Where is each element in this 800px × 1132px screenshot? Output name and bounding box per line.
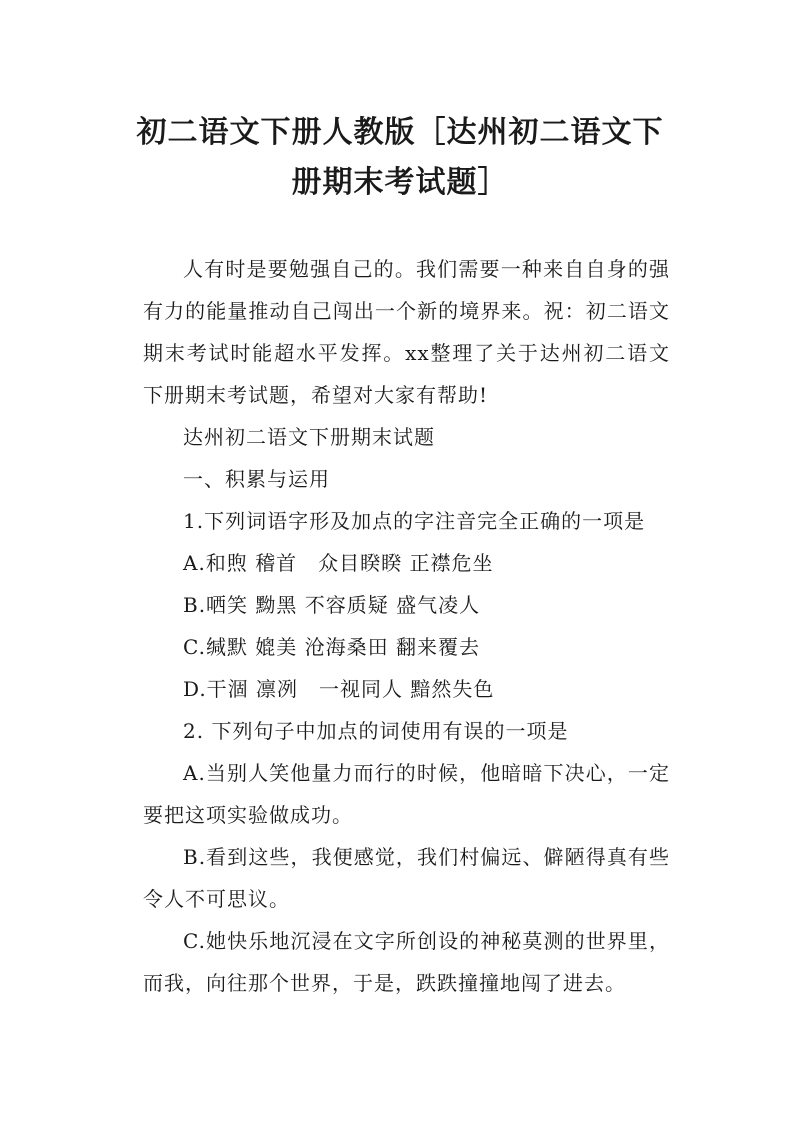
document-body: [143, 248, 670, 1004]
section-heading: 达州初二语文下册期末试题: [183, 425, 435, 449]
question-2-option-c: C.她快乐地沉浸在文字所创设的神秘莫测的世界里，而我，向往那个世界，于是，跌跌撞撞地闯了进去。: [143, 929, 670, 995]
title-line-2: 册期末考试题］: [291, 165, 509, 200]
question-2-option-a: A.当别人笑他量力而行的时候，他暗暗下决心，一定要把这项实验做成功。: [143, 761, 670, 827]
question-2: 2. 下列句子中加点的词使用有误的一项是: [183, 719, 569, 743]
question-1: 1.下列词语字形及加点的字注音完全正确的一项是: [183, 509, 646, 533]
document-title: [80, 108, 720, 208]
question-1-option-d: D.干涸 凛冽 一视同人 黯然失色: [183, 677, 495, 701]
question-1-option-a: A.和煦 稽首 众目睽睽 正襟危坐: [183, 551, 494, 575]
question-1-option-c: C.缄默 媲美 沧海桑田 翻来覆去: [183, 635, 481, 659]
part-heading: 一、积累与运用: [183, 467, 330, 491]
intro-paragraph: 人有时是要勉强自己的。我们需要一种来自自身的强有力的能量推动自己闯出一个新的境界来。祝：初二语文期末考试时能超水平发挥。xx整理了关于达州初二语文下册期末考试题，希望对大家有帮助!: [143, 257, 670, 407]
title-line-1: 初二语文下册人教版［达州初二语文下: [136, 115, 664, 150]
question-1-option-b: B.哂笑 黝黑 不容质疑 盛气凌人: [183, 593, 481, 617]
question-2-option-b: B.看到这些，我便感觉，我们村偏远、僻陋得真有些令人不可思议。: [143, 845, 670, 911]
